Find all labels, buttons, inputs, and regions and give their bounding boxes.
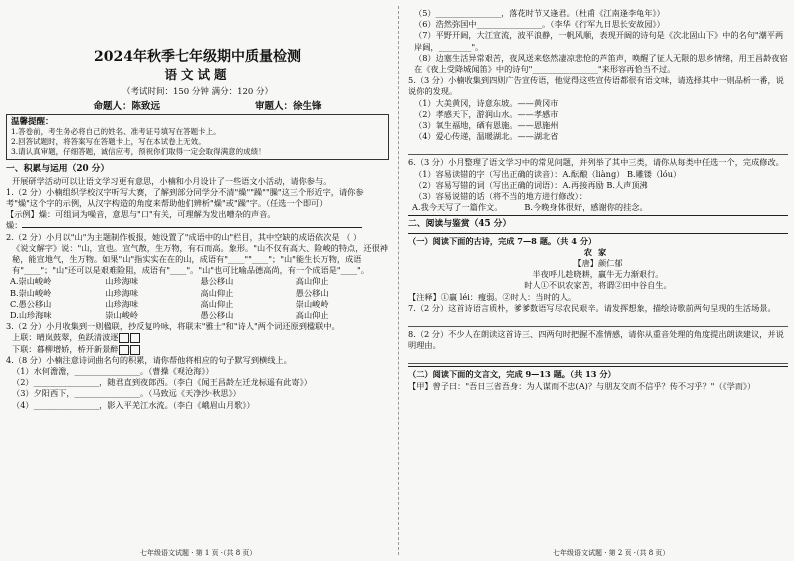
fix-options: [408, 202, 788, 213]
question-8: 8.（2 分）不少人在朗读这首诗三、四两句时把握不准情感，请你从重音处理的角度提出朗读建议，并说明理由。: [408, 329, 784, 351]
section-rule: [408, 215, 788, 216]
part-1-heading: （一）阅读下面的古诗，完成 7—8 题。（共 4 分）: [408, 235, 597, 246]
answer-paren[interactable]: （ ）: [342, 231, 362, 242]
option-cell: 山珍海味: [105, 287, 139, 298]
fix-item: （1）容易读错的字（写出正确的读音）：A.酝酿（liàng） B.雕镂（lóu）: [414, 168, 682, 179]
option-cell[interactable]: C.愚公移山: [10, 298, 52, 309]
option-cell: 高山仰止: [200, 287, 234, 298]
section-2-heading: 二、阅读与鉴赏（45 分）: [408, 219, 512, 230]
slogan-item: （2）孝感天下，游润山水。——孝感市: [414, 108, 559, 119]
page-footer-1: 七年级语文试题 · 第 1 页 ·（共 8 页）: [140, 549, 257, 557]
poem: [408, 247, 788, 292]
fix-item: （2）容易写错的词（写出正确的词语）：A.再接再励 B.人声顶沸: [414, 179, 648, 190]
option-cell: 高山仰止: [200, 298, 234, 309]
answer-blank[interactable]: [22, 227, 362, 228]
part-2-heading: （二）阅读下面的文言文，完成 9—13 题。（共 13 分）: [408, 369, 616, 380]
question-2: 2.（2 分）小月以"山"为主题制作板报，她设置了"成语中的山"栏目，其中空缺的成语依次是 （ ）: [6, 231, 362, 242]
recite-line[interactable]: （6）浩然弥国中________________。（李华《行军九日思长安故园》）: [414, 19, 665, 30]
slogan-item: （4）爱心传递，温暖湖北。——湖北省: [414, 131, 559, 142]
option-cell[interactable]: B.崇山峻岭: [10, 287, 52, 298]
option-cell: 山珍海味: [105, 276, 139, 287]
answer-line[interactable]: [408, 144, 788, 155]
poem-note: 【注释】①羸 léi：瘦弱。②时人：当时的人。: [408, 291, 577, 302]
option-cell[interactable]: D.山珍海味: [10, 310, 52, 321]
recite-line[interactable]: （3）夕阳西下，________________。（马致远《天净沙·秋思》）: [12, 388, 241, 399]
fix-option-b[interactable]: B.今晚身体很好，感谢你的挂念。: [524, 202, 648, 213]
page-1: [6, 8, 389, 543]
author-setter: 命题人：陈致远: [93, 101, 160, 113]
option-cell: 崇山峻岭: [105, 310, 139, 321]
answer-line[interactable]: [408, 353, 788, 364]
page-2: [408, 8, 788, 543]
option-cell: 高山仰止: [295, 276, 329, 287]
section-1-intro: 开展研学活动可以让语文学习更有意思，小楠和小月设计了一些语文小活动，请你参与。: [12, 175, 332, 186]
question-7: 7.（2 分）这首诗语言质朴，爹爹数语写尽农民艰辛。请发挥想象，描绘诗歌前两句呈现的生活场景。: [408, 302, 776, 313]
couplet-lower: 下联：暮柳增娇，桥开新景醉: [6, 344, 389, 355]
exam-subtitle: 语文试题: [164, 67, 231, 82]
option-cell: 崇山峻岭: [295, 298, 329, 309]
poem-line: 时人①不识农家苦，将谓②田中谷自生。: [524, 280, 672, 291]
slogan-item: （3）氧生福地，硒有恩施。——恩施州: [414, 120, 559, 131]
fix-option-a[interactable]: A.我今天写了一篇作文。: [412, 202, 503, 213]
recite-line[interactable]: （7）平野开阔，大江宣流，波平浪静，一帆风顺，表现开阔的诗句是《次北固山下》中的名句"潮平两岸阔，________"。: [414, 30, 784, 52]
exam-meta: （考试时间：150 分钟 满分：120 分）: [121, 87, 274, 97]
classical-passage: 【甲】曾子曰："吾日三省吾身：为人谋而不忠(A)？与朋友交而不信乎？传不习乎？"（《学而》）: [408, 380, 756, 391]
option-cell: 愚公移山: [200, 310, 234, 321]
question-5: 5.（3 分）小楠收集到四则广告宣传语，他觉得这些宣传语都很有语文味，请选择其中一则品析一番，说说你的发现。: [408, 75, 784, 97]
recite-line[interactable]: （2）________________，随君直到夜郎西。（李白《闻王昌龄左迁龙标遥有此寄》）: [12, 377, 312, 388]
page-divider: [398, 6, 399, 555]
answer-box[interactable]: [119, 345, 129, 355]
question-1-example: 【示例】燥：可组词为噪音，意思与"口"有关，可理解为发出嘈杂的声音。: [6, 209, 276, 220]
notice-item: 3.请认真审题，仔细答题，诚信应考，预祝你们取得一定会取得满意的成绩！: [11, 147, 266, 157]
question-2-options: [6, 276, 389, 321]
notice-box: [6, 114, 389, 160]
authors: [46, 101, 369, 112]
question-1-answer-line: 燥：: [6, 220, 389, 231]
couplet-upper: 上联：晴岚鼓翠，鱼跃清波逐: [6, 332, 389, 343]
option-cell: 山珍海味: [105, 298, 139, 309]
author-reviewer: 审题人：徐生锋: [254, 101, 322, 113]
poem-author: 【唐】颜仁郁: [573, 258, 623, 269]
section-rule: [408, 233, 788, 234]
option-cell: 高山仰止: [295, 310, 329, 321]
recite-line[interactable]: （5）________________，落花时节又逢君。（杜甫《江南逢李龟年》）: [414, 8, 665, 18]
recite-line[interactable]: （1）水何澹澹，________________。（曹操《观沧海》）: [12, 366, 214, 377]
poem-title: 农家: [583, 246, 613, 257]
section-rule: [408, 366, 788, 367]
option-cell[interactable]: A.崇山峻岭: [10, 276, 52, 287]
recite-line[interactable]: （4）________________，影入平羌江水流。（李白《峨眉山月歌》）: [12, 399, 255, 410]
notice-item: 1.答卷前，考生务必将自己的姓名、准考证号填写在答题卡上。: [11, 127, 221, 137]
exam-title: 2024年秋季七年级期中质量检测: [94, 49, 301, 65]
question-1: 1.（2 分）小楠组织学校汉字听写大赛，了解到部分同学分不清"燥""躁""臊"这三个形近字，请你参考"燥"这个字的示例，从汉字构造的角度来帮助他们辨析"燥"或"躁"字。（任选一个即可）: [6, 186, 364, 209]
answer-line[interactable]: [408, 316, 788, 327]
page-footer-2: 七年级语文试题 · 第 2 页 ·（共 8 页）: [553, 549, 670, 557]
poem-line: 半夜呼儿趁晓耕，羸牛无力渐艰行。: [532, 269, 664, 280]
notice-title: 温馨提醒：: [11, 117, 54, 128]
question-3: 3.（2 分）小月收集到一则楹联，抄反复吟咏，将联末"雅士"和"诗人"两个词还原到楹联中。: [6, 321, 340, 332]
question-6: 6.（3 分）小月整理了语文学习中的常见问题，并列举了其中三类，请你从每类中任选一个，完成修改。: [408, 157, 784, 168]
answer-box[interactable]: [119, 333, 129, 343]
answer-box[interactable]: [130, 333, 140, 343]
question-4: 4.（8 分）小楠注意诗词曲名句的积累，请你帮他将相应的句子默写到横线上。: [6, 354, 292, 365]
section-1-heading: 一、积累与运用（20 分）: [6, 164, 110, 175]
fix-item: （3）容易说错的话（将不当的地方进行修改）：: [414, 191, 588, 202]
option-cell: 悬公移山: [200, 276, 234, 287]
recite-line[interactable]: （8）边塞生活异常艰苦，夜风送来悠然凄凉悲怆的芦笛声，唤醒了征人无限的思乡情绪，用王昌龄夜宿在《夜上受降城闻笛》中的诗句"________________"来形容再恰当不过。: [414, 52, 788, 75]
notice-item: 2.回答试题时，将答案写在答题卡上，写在本试卷上无效。: [11, 137, 206, 147]
option-cell: 愚公移山: [295, 287, 329, 298]
question-2-text: 《说文解字》说："山，宣也。宣气散，生万物，有石而高。象形。"山不仅有高大、险峻的特点，还很神秘，能宣地气，生万物。如果"山"指实实在在的山，成语有"____""____"；"山"能生长万物，成语有"____"；"山"还可以是艰难险阻，成语有"____"。"山"也可比喻品德高尚，有一个成语是"____"。: [12, 242, 388, 276]
slogan-item: （1）大美黄冈，诗意东坡。——黄冈市: [414, 97, 559, 108]
answer-box[interactable]: [130, 345, 140, 355]
